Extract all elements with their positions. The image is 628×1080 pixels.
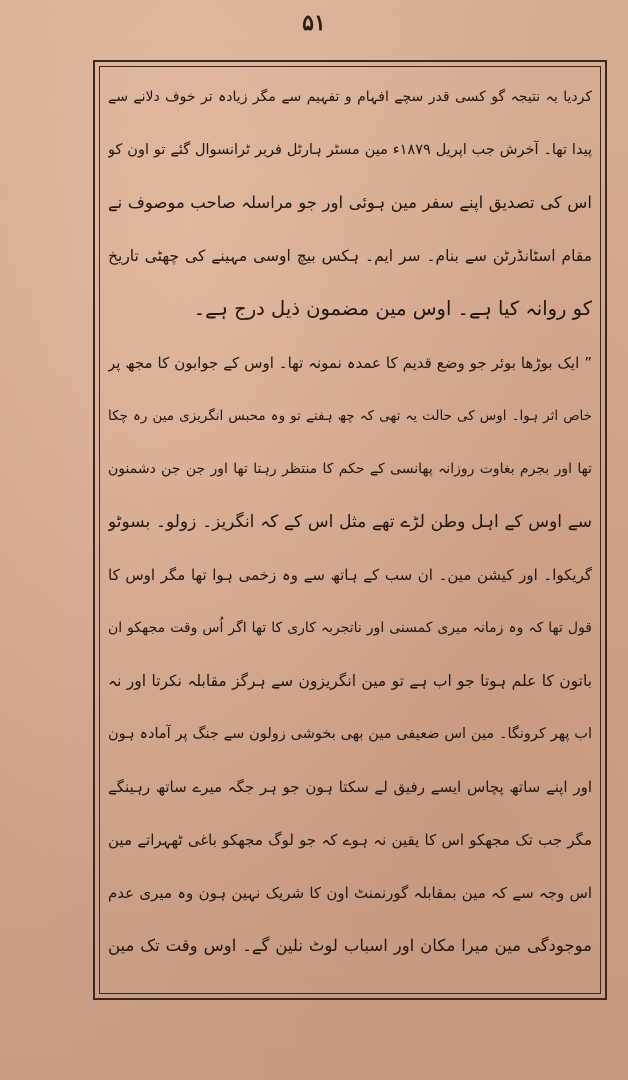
text-line: کو روانہ کیا ہے۔ اوس مین مضمون ذیل درج ہے۔ [193, 297, 592, 320]
text-line: پیدا تھا۔ آخرش جب اپریل ۱۸۷۹ء مین مسٹر ہارٹل فریر ٹرانسوال گئے تو اون کو [108, 142, 592, 158]
text-line: قول تھا کہ وہ زمانہ میری کمسنی اور ناتجربہ کاری کا تھا اگر اُس وقت مجھکو ان [108, 620, 592, 636]
text-line: مگر جب تک مجھکو اس کا یقین نہ ہوے کہ جو لوگ مجھکو باغی ٹھہراتے مین [108, 831, 592, 849]
text-line: اس وجہ سے کہ مین بمقابلہ گورنمنٹ اون کا شریک نہین ہون وہ میری عدم [108, 884, 592, 902]
text-line: اور اپنے ساتھ پچاس ایسے رفیق لے سکتا ہون جو ہر جگہ میرے ساتھ رہینگے [108, 778, 592, 796]
text-line: کردیا یہ نتیجہ گو کسی قدر سچے افہام و تفہیم سے مگر زیادہ تر خوف دلانے سے [108, 89, 592, 105]
text-line: مقام اسٹانڈرٹن سے بنام۔ سر ایم۔ ہکس بیچ اوسی مہینے کی چھٹی تاریخ [108, 247, 592, 265]
text-line: اس کی تصدیق اپنے سفر مین ہوئی اور جو مراسلہ صاحب موصوف نے [108, 193, 592, 212]
text-line: ” ایک بوڑھا بوئر جو وضع قدیم کا عمدہ نمونہ تھا۔ اوس کے جوابون کا مجھ پر [108, 354, 592, 372]
text-line: باتون کا علم ہوتا جو اب ہے تو مین انگریزون سے ہرگز مقابلہ نکرتا اور نہ [108, 672, 592, 690]
text-line: گریکوا۔ اور کیشن مین۔ ان سب کے ہاتھ سے وہ زخمی ہوا تھا مگر اوس کا [108, 566, 592, 584]
text-line: اب پھر کرونگا۔ مین اس ضعیفی مین بھی بخوشی زولون سے جنگ پر آمادہ ہون [108, 726, 592, 742]
page-number: ۵۱ [302, 10, 326, 36]
text-line: موجودگی مین میرا مکان اور اسباب لوٹ نلین گے۔ اوس وقت تک مین [108, 936, 592, 955]
body-text [108, 80, 592, 980]
text-line: خاص اثر ہوا۔ اوس کی حالت یہ تھی کہ چھ ہفتے تو وہ محبس انگریزی مین رہ چکا [108, 408, 592, 424]
text-line: تھا اور بجرم بغاوت روزانہ پھانسی کے حکم کا منتظر رہتا تھا اور جن جن دشمنون [108, 461, 592, 477]
text-line: سے اوس کے اہل وطن لڑے تھے مثل اس کے کہ انگریز۔ زولو۔ بسوٹو [108, 512, 592, 532]
